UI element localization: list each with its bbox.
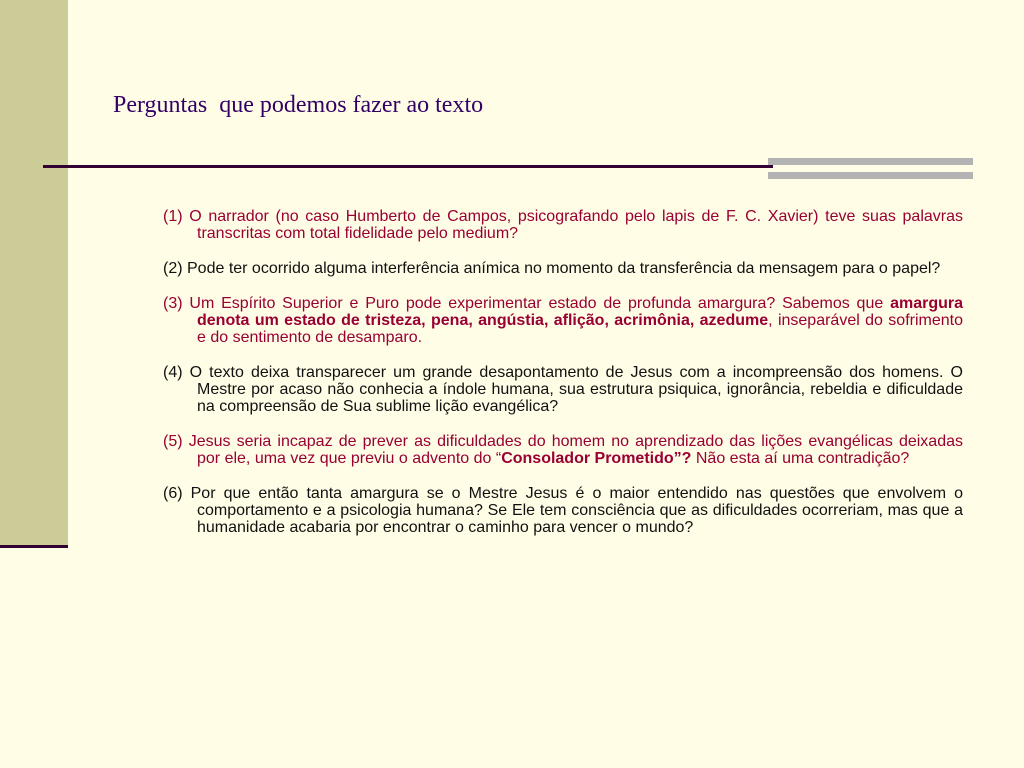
question-3 (163, 295, 963, 346)
question-4: (4) O texto deixa transparecer um grande desapontamento de Jesus com a incompreensão dos homens. O Mestre por acaso não conhecia a índole humana, sua estrutura psiquica, ignorância, rebeldia e dificuldade na compreensão de Sua sublime lição evangélica? (163, 364, 963, 415)
left-band-underline (0, 545, 68, 548)
left-decorative-band (0, 0, 68, 545)
question-3-text-end: , inseparável do sofrimento e do sentimento de desamparo. (197, 312, 963, 346)
question-3-bold-definition: amargura denota um estado de tristeza, pena, angústia, aflição, acrimônia, azedume (197, 295, 963, 329)
accent-stripe-bottom (768, 172, 973, 179)
question-2: (2) Pode ter ocorrido alguma interferência anímica no momento da transferência da mensagem para o papel? (163, 260, 941, 277)
question-3-text-start: (3) Um Espírito Superior e Puro pode experimentar estado de profunda amargura? Sabemos que (163, 295, 891, 312)
question-5-text-end: Não esta aí uma contradição? (691, 450, 910, 467)
question-5 (163, 433, 963, 467)
question-5-text-start: (5) Jesus seria incapaz de prever as dificuldades do homem no aprendizado das lições evangélicas deixadas por ele, uma vez que previu o advento do “ (163, 433, 963, 467)
title-divider (43, 165, 773, 168)
title-divider-accent (768, 158, 973, 179)
slide-title: Perguntas que podemos fazer ao texto (113, 92, 484, 118)
question-list (163, 208, 963, 554)
question-6: (6) Por que então tanta amargura se o Mestre Jesus é o maior entendido nas questões que envolvem o comportamento e a psicologia humana? Se Ele tem consciência que as dificuldades ocorreriam, mas que a humanidade acabaria por encontrar o caminho para vencer o mundo? (163, 485, 963, 536)
question-1: (1) O narrador (no caso Humberto de Campos, psicografando pelo lapis de F. C. Xavier) teve suas palavras transcritas com total fidelidade pelo medium? (163, 208, 963, 242)
question-5-bold-term: Consolador Prometido”? (501, 450, 692, 467)
accent-stripe-top (768, 158, 973, 165)
